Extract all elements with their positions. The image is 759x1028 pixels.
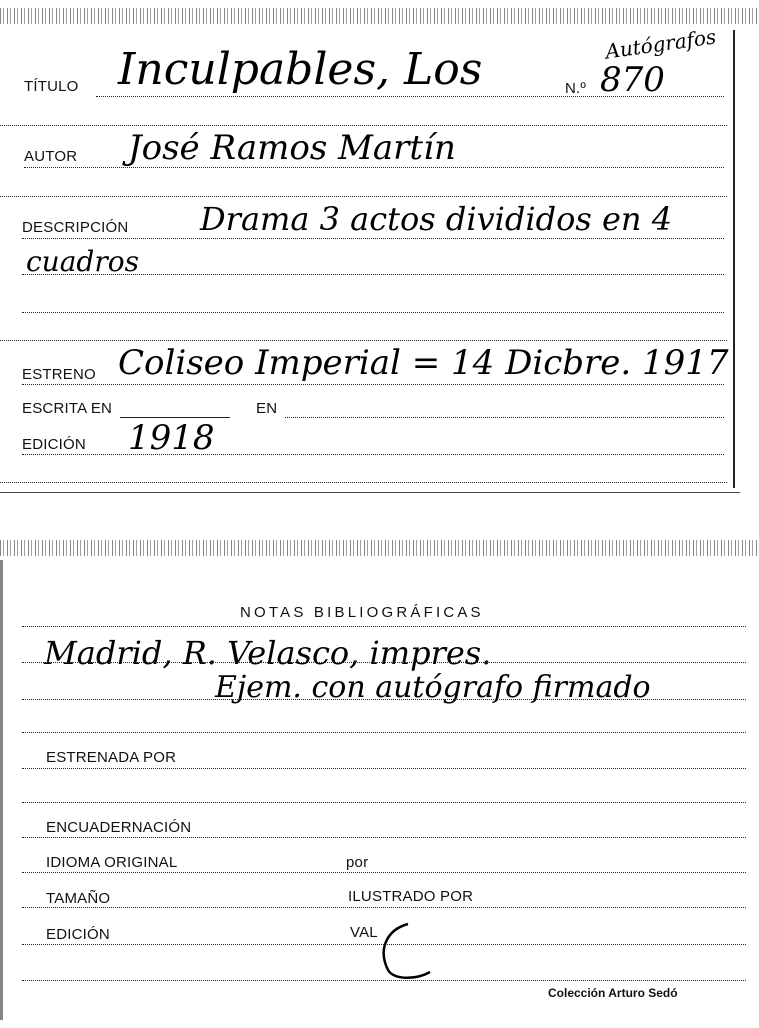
numero-label: N.º — [565, 80, 587, 97]
card-top-bottom-edge — [0, 492, 740, 493]
descripcion-rule-2 — [22, 274, 724, 275]
encuadernacion-rule — [22, 837, 746, 838]
notas-rule-1 — [22, 626, 746, 627]
blank-rule-3 — [22, 312, 724, 313]
ilustrado-por-label: ILUSTRADO POR — [348, 888, 474, 905]
encuadernacion-label: ENCUADERNACIÓN — [46, 819, 192, 836]
en-rule — [285, 417, 724, 418]
blank-rule-1 — [0, 125, 727, 126]
catalog-card-back — [0, 540, 759, 1028]
card-left-edge — [0, 560, 3, 1020]
titulo-rule — [96, 96, 724, 97]
collection-footer: Colección Arturo Sedó — [548, 986, 678, 1000]
autor-rule — [24, 167, 724, 168]
notas-rule-2 — [22, 662, 746, 663]
blank-rule-7 — [22, 980, 746, 981]
titulo-label: TÍTULO — [24, 78, 79, 95]
titulo-value: Inculpables, Los — [118, 44, 483, 95]
blank-rule-4 — [0, 340, 727, 341]
estrenada-por-label: ESTRENADA POR — [46, 749, 177, 766]
handwritten-mark — [376, 920, 446, 982]
estreno-rule — [22, 384, 724, 385]
notas-heading: NOTAS BIBLIOGRÁFICAS — [240, 604, 484, 621]
tamano-rule — [22, 907, 746, 908]
descripcion-rule — [22, 238, 724, 239]
por-label: por — [346, 854, 369, 871]
catalog-card-front — [0, 0, 759, 495]
valor-label: VAL — [350, 924, 378, 941]
numero-value: 870 — [600, 60, 665, 100]
notas-rule-3 — [22, 699, 746, 700]
corner-note: Autógrafos — [603, 24, 718, 64]
blank-rule-2 — [0, 196, 727, 197]
estreno-value: Coliseo Imperial = 14 Dicbre. 1917 — [118, 343, 729, 383]
tamano-label: TAMAÑO — [46, 890, 111, 907]
idioma-original-label: IDIOMA ORIGINAL — [46, 854, 178, 871]
blank-rule-5 — [0, 482, 727, 483]
estrenada-rule — [22, 768, 746, 769]
card-top-edge-texture — [0, 8, 759, 24]
estreno-label: ESTRENO — [22, 366, 96, 383]
descripcion-value-2: cuadros — [26, 245, 139, 278]
blank-rule-6 — [22, 802, 746, 803]
descripcion-value-1: Drama 3 actos divididos en 4 — [200, 200, 673, 238]
autor-label: AUTOR — [24, 148, 78, 165]
autor-value: José Ramos Martín — [128, 128, 456, 168]
en-label: EN — [256, 400, 278, 417]
idioma-rule — [22, 872, 746, 873]
descripcion-label: DESCRIPCIÓN — [22, 219, 129, 236]
edicion-value: 1918 — [128, 418, 215, 458]
notas-rule-4 — [22, 732, 746, 733]
edicion-rule — [22, 454, 724, 455]
edicion-label: EDICIÓN — [22, 436, 86, 453]
edicion-rule-bottom — [22, 944, 746, 945]
card-right-edge — [733, 30, 735, 488]
card-bottom-edge-texture — [0, 540, 759, 556]
edicion-label: EDICIÓN — [46, 926, 110, 943]
notes-line-2: Ejem. con autógrafo firmado — [215, 670, 651, 705]
escrita-en-label: ESCRITA EN — [22, 400, 113, 417]
notes-line-1: Madrid, R. Velasco, impres. — [44, 634, 492, 672]
